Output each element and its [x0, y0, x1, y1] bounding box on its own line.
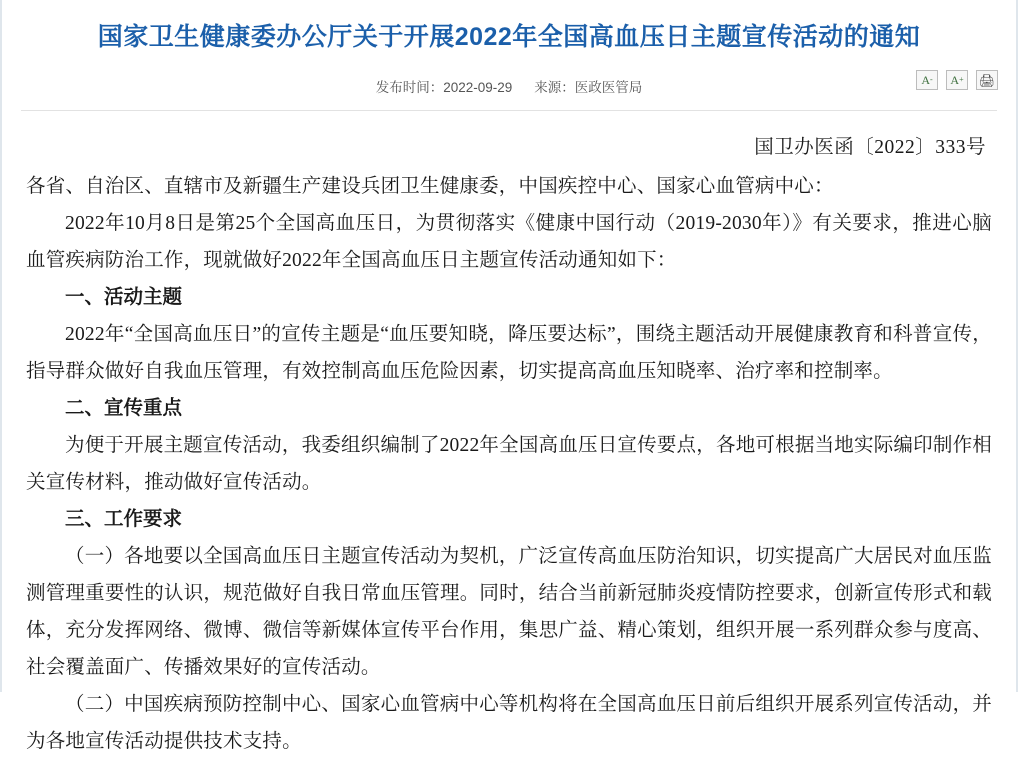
document-toolbar — [916, 70, 998, 90]
print-button[interactable] — [976, 70, 998, 90]
publish-time-value: 2022-09-29 — [443, 80, 513, 95]
paragraph-recipients: 各省、自治区、直辖市及新疆生产建设兵团卫生健康委，中国疾控中心、国家心血管病中心： — [26, 176, 834, 197]
source-value: 医政医管局 — [574, 80, 643, 95]
paragraph-preamble: 2022年10月8日是第25个全国高血压日，为贯彻落实《健康中国行动（2019-2030年）》有关要求，推进心脑血管疾病防治工作，现就做好2022年全国高血压日主题宣传活动通知如下： — [26, 213, 992, 271]
document-number: 国卫办医函〔2022〕333号 — [754, 137, 986, 158]
increase-font-sign: + — [959, 75, 964, 84]
document-meta-row — [0, 70, 1018, 104]
section-body-3-item-1: （一）各地要以全国高血压日主题宣传活动为契机，广泛宣传高血压防治知识，切实提高广大居民对血压监测管理重要性的认识，规范做好自我日常血压管理。同时，结合当前新冠肺炎疫情防控要求，创新宣传形式和载体，充分发挥网络、微博、微信等新媒体宣传平台作用，集思广益、精心策划，组织开展一系列群众参与度高、社会覆盖面广、传播效果好的宣传活动。 — [26, 546, 992, 678]
printer-icon: 🖨 — [978, 72, 996, 88]
document-meta — [376, 70, 643, 96]
document-header — [0, 0, 1018, 111]
source-label: 来源： — [534, 80, 575, 95]
decrease-font-button[interactable] — [916, 70, 938, 90]
increase-font-letter: A — [950, 73, 960, 87]
section-body-3-item-2: （二）中国疾病预防控制中心、国家心血管病中心等机构将在全国高血压日前后组织开展系列宣传活动，并为各地宣传活动提供技术支持。 — [26, 694, 992, 752]
document-body — [0, 111, 1018, 760]
decrease-font-letter: A — [921, 73, 930, 87]
section-body-1: 2022年“全国高血压日”的宣传主题是“血压要知晓，降压要达标”，围绕主题活动开展健康教育和科普宣传，指导群众做好自我血压管理，有效控制高血压危险因素，切实提高高血压知晓率、治疗率和控制率。 — [26, 324, 992, 382]
section-heading-2: 二、宣传重点 — [65, 397, 183, 419]
section-heading-3: 三、工作要求 — [65, 508, 183, 530]
decrease-font-sign: - — [930, 75, 933, 84]
publish-time-label: 发布时间： — [375, 80, 444, 95]
section-heading-1: 一、活动主题 — [65, 286, 183, 308]
page-title: 国家卫生健康委办公厅关于开展2022年全国高血压日主题宣传活动的通知 — [97, 23, 921, 51]
section-body-2: 为便于开展主题宣传活动，我委组织编制了2022年全国高血压日宣传要点，各地可根据当地实际编印制作相关宣传材料，推动做好宣传活动。 — [26, 435, 992, 493]
increase-font-button[interactable] — [946, 70, 968, 90]
